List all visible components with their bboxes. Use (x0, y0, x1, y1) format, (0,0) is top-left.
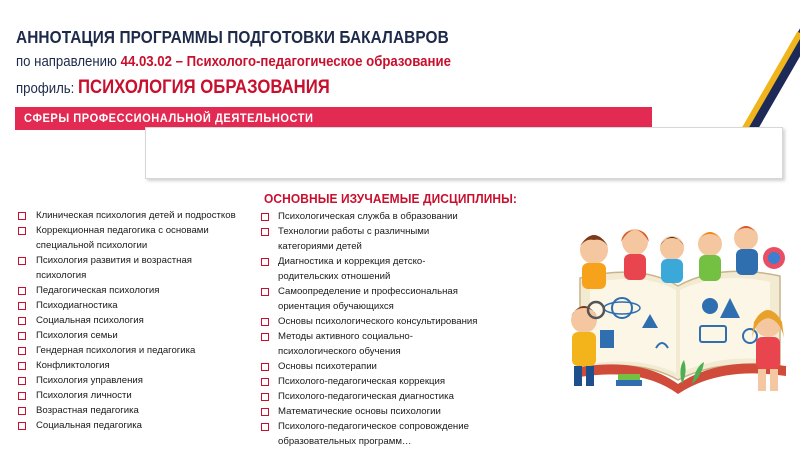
discipline-item: Коррекционная педагогика с основами (16, 223, 236, 238)
page-title: АННОТАЦИЯ ПРОГРАММЫ ПОДГОТОВКИ БАКАЛАВРОВ (16, 27, 449, 47)
discipline-item: Методы активного социально- (259, 329, 477, 344)
discipline-item: Математические основы психологии (259, 404, 477, 419)
profile-line (16, 76, 636, 101)
direction-line (16, 50, 636, 74)
discipline-item: категориями детей (278, 241, 362, 252)
direction-value: 44.03.02 – Психолого-педагогическое образование (120, 53, 451, 70)
discipline-item: Психология семьи (16, 328, 236, 343)
discipline-item: Психология управления (16, 373, 236, 388)
discipline-item: Психолого-педагогическая диагностика (259, 389, 477, 404)
discipline-item: Психология личности (16, 388, 236, 403)
disciplines-title: ОСНОВНЫЕ ИЗУЧАЕМЫЕ ДИСЦИПЛИНЫ: (264, 191, 517, 206)
children-book-illustration (560, 208, 796, 413)
discipline-item: родительских отношений (278, 271, 391, 282)
profile-prefix: профиль: (16, 80, 78, 97)
discipline-item: психология (36, 270, 87, 281)
discipline-item: Основы психотерапии (259, 359, 477, 374)
header (16, 26, 720, 101)
profile-value: ПСИХОЛОГИЯ ОБРАЗОВАНИЯ (77, 77, 330, 98)
discipline-item: образовательных программ… (278, 436, 412, 447)
discipline-item: Основы психологического консультирования (259, 314, 477, 329)
discipline-item: Самоопределение и профессиональная (259, 284, 477, 299)
discipline-item: Технологии работы с различными (259, 224, 477, 239)
discipline-item: Диагностика и коррекция детско- (259, 254, 477, 269)
discipline-item: специальной психологии (36, 240, 148, 251)
disciplines-left-list (16, 208, 236, 433)
discipline-item: Психодиагностика (16, 298, 236, 313)
discipline-item: психологического обучения (278, 346, 401, 357)
discipline-item: Психологическая служба в образовании (259, 209, 477, 224)
spheres-content-box (145, 127, 783, 179)
discipline-item: Гендерная психология и педагогика (16, 343, 236, 358)
discipline-item: Психолого-педагогическое сопровождение (259, 419, 477, 434)
discipline-item: Клиническая психология детей и подростков (16, 208, 236, 223)
discipline-item: Социальная психология (16, 313, 236, 328)
discipline-item: ориентация обучающихся (278, 301, 394, 312)
discipline-item: Возрастная педагогика (16, 403, 236, 418)
corner-decoration (730, 0, 800, 130)
discipline-item: Педагогическая психология (16, 283, 236, 298)
disciplines-right-list (259, 209, 477, 449)
spheres-label: СФЕРЫ ПРОФЕССИОНАЛЬНОЙ ДЕЯТЕЛЬНОСТИ (24, 111, 314, 125)
discipline-item: Конфликтология (16, 358, 236, 373)
discipline-item: Психолого-педагогическая коррекция (259, 374, 477, 389)
direction-prefix: по направлению (16, 53, 121, 70)
discipline-item: Психология развития и возрастная (16, 253, 236, 268)
discipline-item: Социальная педагогика (16, 418, 236, 433)
